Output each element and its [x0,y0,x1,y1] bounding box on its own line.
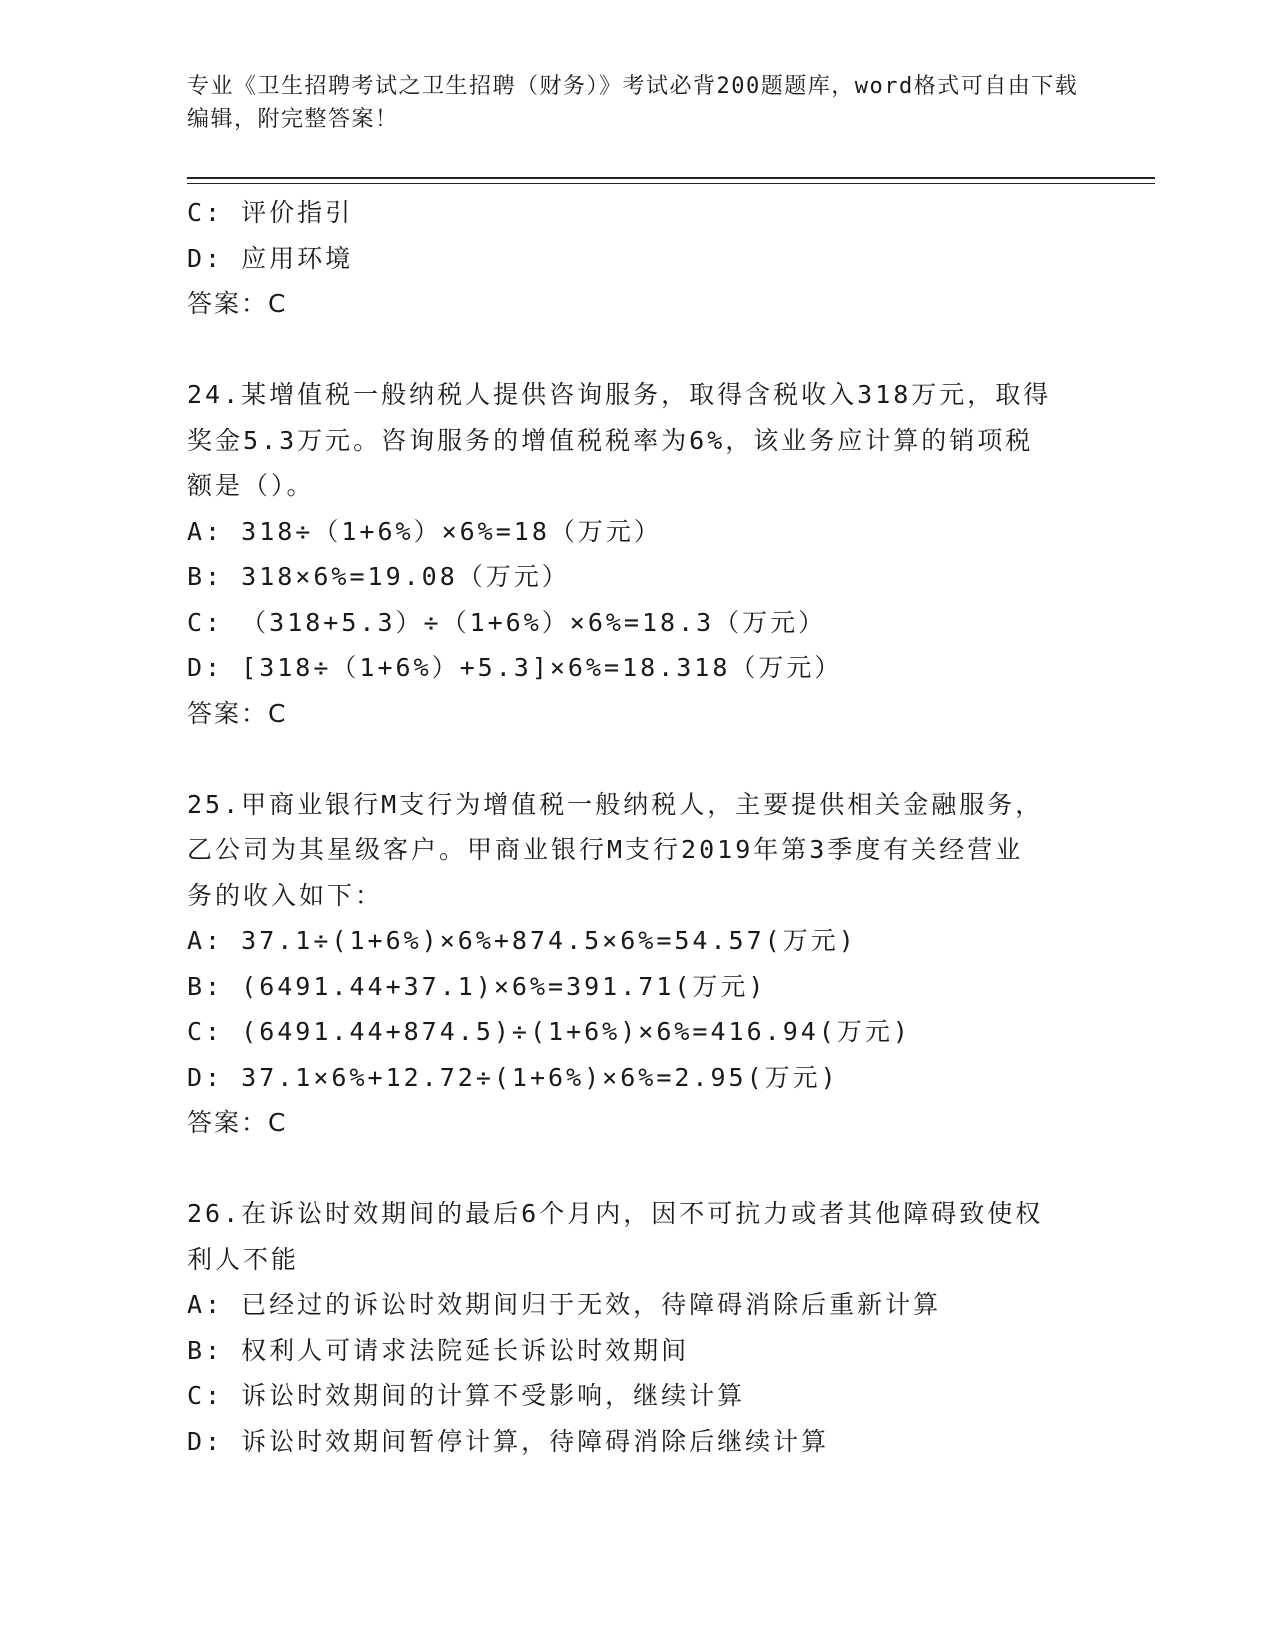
question-text-line: 乙公司为其星级客户。甲商业银行M支行2019年第3季度有关经营业 [187,835,1024,864]
option-b: B: 318×6%=19.08（万元） [187,562,570,591]
question-text-line: 25.甲商业银行M支行为增值税一般纳税人，主要提供相关金融服务， [187,789,1044,819]
question-24 [187,372,1087,736]
option-a: A: 已经过的诉讼时效期间归于无效，待障碍消除后重新计算 [187,1290,942,1319]
header-rule-thin [187,183,1155,184]
option-c: C: 诉讼时效期间的计算不受影响，继续计算 [187,1381,746,1410]
option-d: D: [318÷（1+6%）+5.3]×6%=18.318（万元） [187,653,843,682]
option-c: C: (6491.44+874.5)÷(1+6%)×6%=416.94(万元) [187,1017,911,1046]
question-26 [187,1191,1087,1464]
question-text-line: 24.某增值税一般纳税人提供咨询服务，取得含税收入318万元，取得 [187,380,1052,409]
option-b: B: (6491.44+37.1)×6%=391.71(万元) [187,971,767,1001]
option-b: B: 权利人可请求法院延长诉讼时效期间 [187,1335,690,1365]
spacer [187,736,1087,782]
spacer [187,1146,1087,1192]
header-rule-thick [187,177,1155,179]
document-content [187,190,1087,1464]
previous-question [187,190,1087,327]
option-c: C: 评价指引 [187,198,354,227]
question-text-line: 利人不能 [187,1244,300,1274]
answer-line: 答案：C [187,698,288,728]
option-a: A: 318÷（1+6%）×6%=18（万元） [187,516,662,546]
question-text-line: 奖金5.3万元。咨询服务的增值税税率为6%，该业务应计算的销项税 [187,425,1034,455]
option-d: D: 应用环境 [187,243,354,273]
question-text-line: 26.在诉讼时效期间的最后6个月内，因不可抗力或者其他障碍致使权 [187,1199,1044,1228]
question-25 [187,782,1087,1146]
option-d: D: 37.1×6%+12.72÷(1+6%)×6%=2.95(万元) [187,1062,839,1092]
option-d: D: 诉讼时效期间暂停计算，待障碍消除后继续计算 [187,1426,830,1456]
question-text-line: 额是（）。 [187,471,315,500]
question-text-line: 务的收入如下： [187,880,384,910]
option-a: A: 37.1÷(1+6%)×6%+874.5×6%=54.57(万元) [187,926,857,955]
answer-line: 答案：C [187,1108,288,1137]
answer-line: 答案：C [187,289,288,318]
page-header: 专业《卫生招聘考试之卫生招聘（财务）》考试必背200题题库，word格式可自由下载编辑，附完整答案！ [187,74,1079,132]
option-c: C: （318+5.3）÷（1+6%）×6%=18.3（万元） [187,607,827,637]
spacer [187,327,1087,373]
